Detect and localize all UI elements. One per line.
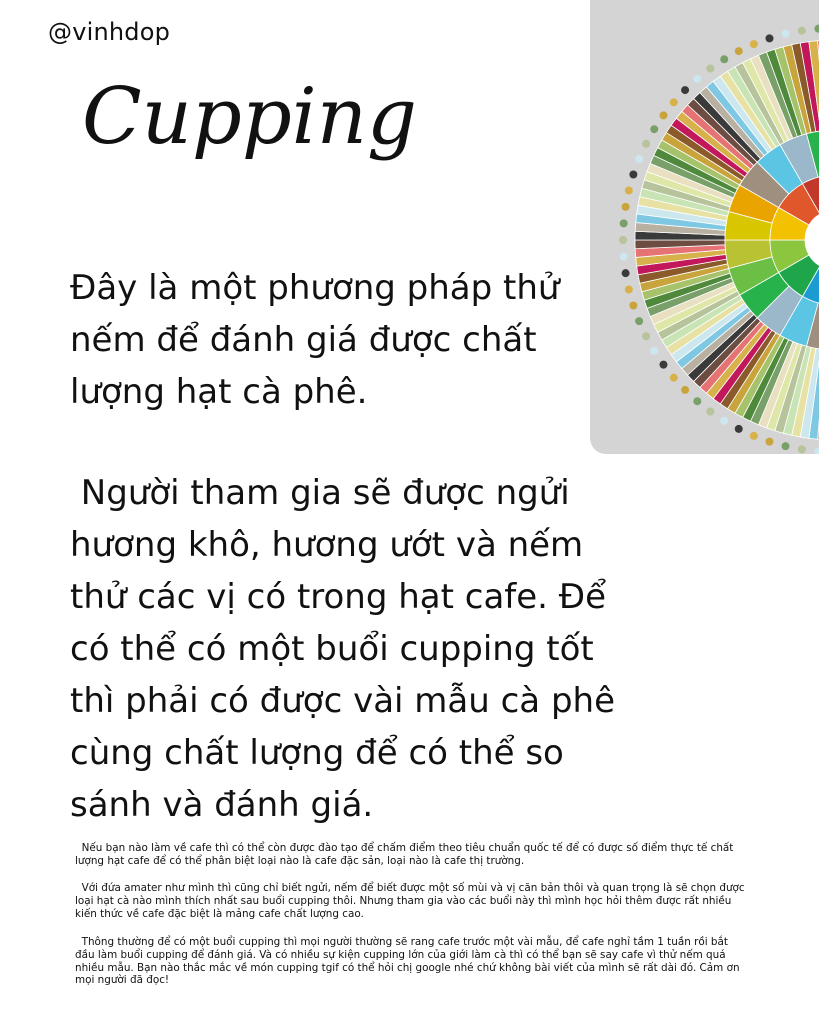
page-title: Cupping <box>82 72 417 162</box>
footnote-paragraph: Với đứa amater như mình thì cũng chỉ biết ngửi, nếm để biết được một số mùi và vị căn bản thôi và quan trọng là sẽ chọn được loại hạt cà nào mình thích nhất sau buổi cupping thôi. Nhưng tham gia vào các buổi này thì mình học hỏi thêm được rất nhiều kiến thức về cafe đặc biệt là mảng cafe chất lượng cao. <box>75 882 745 920</box>
wheel-flavor-icon <box>765 438 773 446</box>
wheel-flavor-icon <box>782 442 790 450</box>
wheel-flavor-icon <box>635 317 643 325</box>
footnote-paragraph: Nếu bạn nào làm về cafe thì có thể còn được đào tạo để chấm điểm theo tiêu chuẩn quốc tế để có được số điểm thực tế chất lượng hạt cafe để có thể phân biệt loại nào là cafe đặc sản, loại nào là cafe thị trường. <box>75 842 734 867</box>
wheel-flavor-icon <box>814 25 819 33</box>
intro-paragraph: Đây là một phương pháp thử nếm để đánh giá được chất lượng hạt cà phê. <box>70 268 560 412</box>
wheel-flavor-icon <box>750 40 758 48</box>
wheel-flavor-icon <box>622 203 630 211</box>
flavor-wheel-image <box>590 0 819 454</box>
wheel-flavor-icon <box>629 302 637 310</box>
wheel-flavor-icon <box>798 445 806 453</box>
wheel-flavor-icon <box>629 170 637 178</box>
wheel-flavor-icon <box>750 432 758 440</box>
wheel-flavor-icon <box>735 47 743 55</box>
author-handle: @vinhdop <box>48 18 171 46</box>
wheel-flavor-icon <box>681 386 689 394</box>
flavor-wheel-graphic <box>590 0 819 454</box>
wheel-flavor-icon <box>622 269 630 277</box>
wheel-flavor-icon <box>625 285 633 293</box>
footnote-paragraph: Thông thường để có một buổi cupping thì mọi người thường sẽ rang cafe trước một vài mẫu, để cafe nghỉ tầm 1 tuần rồi bắt đầu làm buổi cupping để đánh giá. Và có nhiều sự kiện cupping lớn của giới làm cà thì có thể bạn sẽ say cafe vì thử nếm quá nhiều mẫu. Bạn nào thắc mắc về món cupping tgif có thể hỏi chị google nhé chứ không bài viết của mình sẽ rất dài đó. Cảm ơn mọi người đã đọc! <box>75 936 740 987</box>
wheel-flavor-icon <box>720 55 728 63</box>
wheel-flavor-icon <box>635 155 643 163</box>
wheel-flavor-icon <box>670 98 678 106</box>
wheel-flavor-icon <box>670 374 678 382</box>
wheel-flavor-icon <box>693 75 701 83</box>
wheel-flavor-icon <box>720 417 728 425</box>
wheel-flavor-icon <box>681 86 689 94</box>
wheel-flavor-icon <box>642 140 650 148</box>
wheel-flavor-icon <box>620 219 628 227</box>
wheel-flavor-icon <box>706 408 714 416</box>
wheel-flavor-icon <box>706 64 714 72</box>
wheel-flavor-icon <box>620 253 628 261</box>
detail-paragraph: Người tham gia sẽ được ngửi hương khô, hương ướt và nếm thử các vị có trong hạt cafe. Để có thể có một buổi cupping tốt thì phải có được vài mẫu cà phê cùng chất lượng để có thể so sánh và đánh giá. <box>70 473 615 825</box>
wheel-flavor-icon <box>619 236 627 244</box>
wheel-flavor-icon <box>735 425 743 433</box>
wheel-flavor-icon <box>659 361 667 369</box>
wheel-flavor-icon <box>693 397 701 405</box>
wheel-flavor-icon <box>642 332 650 340</box>
wheel-flavor-icon <box>814 447 819 454</box>
wheel-flavor-icon <box>798 27 806 35</box>
wheel-flavor-icon <box>650 347 658 355</box>
wheel-flavor-icon <box>782 30 790 38</box>
wheel-flavor-icon <box>659 111 667 119</box>
wheel-flavor-icon <box>625 187 633 195</box>
wheel-flavor-icon <box>765 34 773 42</box>
wheel-flavor-icon <box>650 125 658 133</box>
